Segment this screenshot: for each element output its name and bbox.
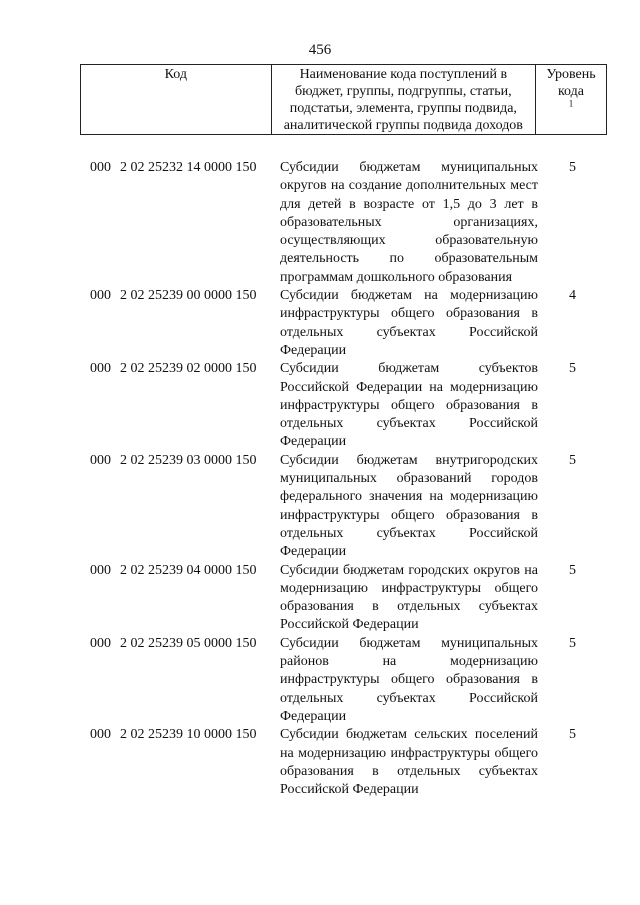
table-row [80, 287, 607, 360]
row-income-code: 2 02 25232 14 0000 150 [120, 160, 257, 175]
table-row [80, 452, 607, 562]
page-number: 456 [308, 42, 332, 58]
row-admin-code: 000 [90, 160, 111, 175]
row-level: 5 [569, 635, 576, 651]
row-level: 5 [569, 452, 576, 468]
row-admin-code: 000 [90, 361, 111, 377]
table-body [80, 159, 607, 799]
header-code: Код [81, 65, 272, 135]
row-name: Субсидии бюджетам муниципальных районов на модернизацию инфраструктуры общего образования в отдельных субъектах Российской Федерации [280, 635, 538, 724]
row-income-code: 2 02 25239 03 0000 150 [120, 452, 257, 468]
row-name: Субсидии бюджетам сельских поселений на модернизацию инфраструктуры общего образования в отдельных субъектах Российской Федерации [280, 727, 538, 798]
row-admin-code: 000 [90, 452, 111, 468]
row-income-code: 2 02 25239 02 0000 150 [120, 361, 257, 377]
header-level-cell [535, 65, 606, 135]
table-row [80, 635, 607, 726]
table-row [80, 360, 607, 451]
row-level: 5 [569, 160, 576, 175]
table-row [80, 562, 607, 635]
row-income-code: 2 02 25239 05 0000 150 [120, 635, 257, 651]
table-header [80, 64, 607, 135]
header-name: Наименование кода поступлений в бюджет, группы, подгруппы, статьи, подстатьи, элемента, группы подвида, аналитической группы подвида доходов [271, 65, 535, 135]
row-level: 4 [569, 288, 576, 304]
header-row [81, 65, 607, 135]
row-admin-code: 000 [90, 288, 111, 304]
row-level: 5 [569, 727, 576, 743]
row-admin-code: 000 [90, 635, 111, 651]
table-row [80, 726, 607, 799]
row-income-code: 2 02 25239 10 0000 150 [120, 727, 257, 743]
row-name: Субсидии бюджетам субъектов Российской Федерации на модернизацию инфраструктуры общего образования в отдельных субъектах Российской Федерации [280, 361, 538, 450]
row-name: Субсидии бюджетам внутригородских муниципальных образований городов федерального значения на модернизацию инфраструктуры общего образования в отдельных субъектах Российской Федерации [280, 452, 538, 560]
row-income-code: 2 02 25239 00 0000 150 [120, 288, 257, 304]
row-name: Субсидии бюджетам муниципальных округов на создание дополнительных мест для детей в возрасте от 1,5 до 3 лет в образовательных организациях, осуществляющих образовательную деятельность по образовательным программам дошкольного образования [280, 160, 538, 285]
row-name: Субсидии бюджетам городских округов на модернизацию инфраструктуры общего образования в отдельных субъектах Российской Федерации [280, 562, 538, 633]
header-level: Уровень кода [546, 67, 596, 99]
row-admin-code: 000 [90, 562, 111, 578]
row-income-code: 2 02 25239 04 0000 150 [120, 562, 257, 578]
row-level: 5 [569, 361, 576, 377]
row-level: 5 [569, 562, 576, 578]
table-row [80, 159, 607, 287]
header-level-footnote: 1 [568, 98, 574, 109]
row-name: Субсидии бюджетам на модернизацию инфраструктуры общего образования в отдельных субъектах Российской Федерации [280, 288, 538, 358]
row-admin-code: 000 [90, 727, 111, 743]
